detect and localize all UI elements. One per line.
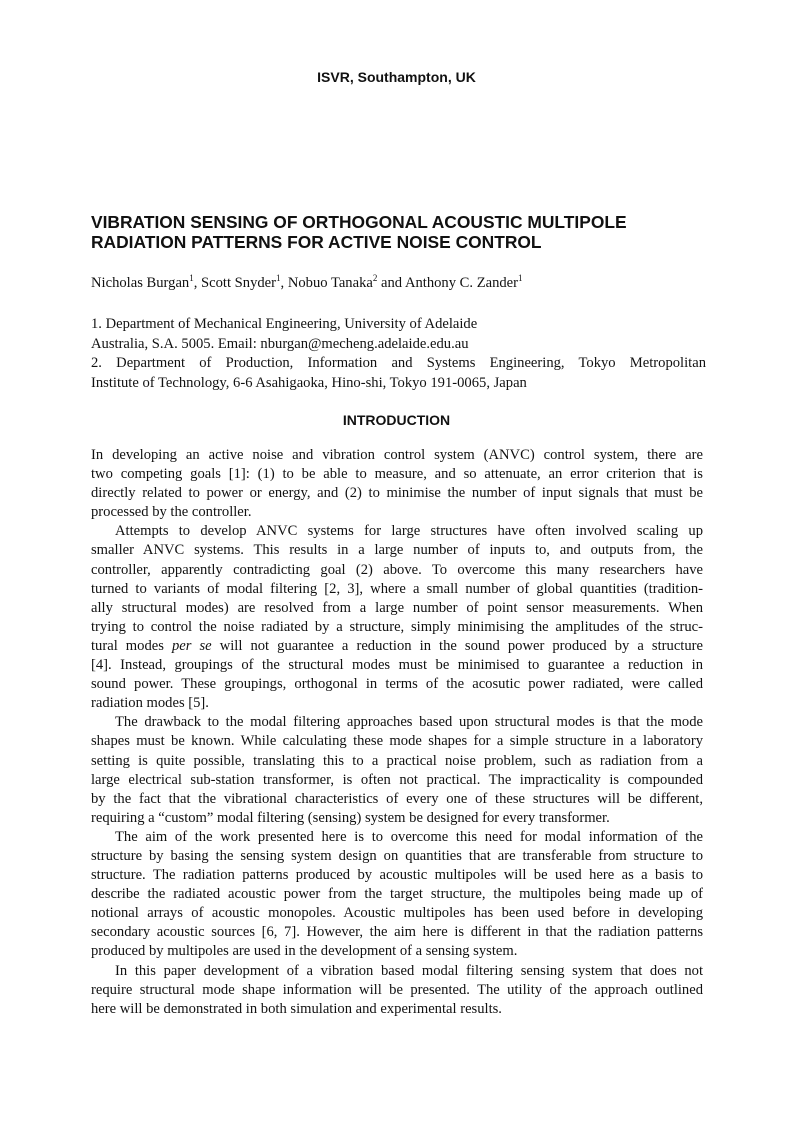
author-name: Nicholas Burgan: [91, 275, 190, 291]
body-line: two competing goals [1]: (1) to be able to measure, and so attenuate, an error criterion that is: [91, 466, 703, 483]
body-line: [4]. Instead, groupings of the structural modes must be minimised to guarantee a reduction in: [91, 657, 703, 674]
body-line: In developing an active noise and vibration control system (ANVC) control system, there are: [91, 447, 703, 463]
body-line: secondary acoustic sources [6, 7]. However, the aim here is different in that the radiation patterns: [91, 924, 703, 941]
body-line: The drawback to the modal filtering approaches based upon structural modes is that the mode: [115, 714, 703, 731]
affiliation-line: Institute of Technology, 6-6 Asahigaoka, Hino-shi, Tokyo 191-0065, Japan: [91, 374, 527, 391]
affiliation-line: Australia, S.A. 5005. Email: nburgan@mecheng.adelaide.edu.au: [91, 335, 469, 352]
author-separator: ,: [280, 275, 288, 291]
body-line: notional arrays of acoustic monopoles. Acoustic multipoles has been used before in developing: [91, 905, 703, 922]
body-line: processed by the controller.: [91, 504, 252, 521]
author-list: [91, 273, 706, 293]
affiliations: [91, 315, 706, 393]
body-line: ally structural modes) are resolved from a large number of point sensor measurements. When: [91, 599, 703, 616]
author-name: Anthony C. Zander: [404, 275, 519, 291]
author-separator: ,: [193, 275, 202, 291]
section-heading: INTRODUCTION: [342, 412, 451, 428]
conference-header: ISVR, Southampton, UK: [317, 69, 476, 85]
author-name: Nobuo Tanaka: [287, 275, 373, 291]
title-line: RADIATION PATTERNS FOR ACTIVE NOISE CONTROL: [91, 232, 542, 252]
body-line: by the fact that the vibrational characteristics of every one of these structures will be different,: [91, 790, 703, 807]
italic-phrase: per se: [171, 637, 212, 654]
author-name: Scott Snyder: [201, 275, 277, 291]
body-line: produced by multipoles are used in the development of a sensing system.: [91, 943, 518, 960]
title-line: VIBRATION SENSING OF ORTHOGONAL ACOUSTIC MULTIPOLE: [91, 212, 627, 232]
body-line: trying to control the noise radiated by a structure, simply minimising the amplitudes of the struc-: [91, 618, 703, 635]
body-line: large electrical sub-station transformer, is often not practical. The impracticality is compounded: [91, 771, 703, 788]
affiliation-line: 1. Department of Mechanical Engineering, University of Adelaide: [91, 316, 478, 332]
body-line: structure by basing the sensing system design on quantities that are transferable from structure to: [91, 847, 703, 864]
author-affiliation-mark: 1: [518, 273, 523, 283]
body-line: setting is quite possible, translating this to a practical noise problem, such as radiation from a: [91, 752, 703, 769]
body-line: describe the radiated acoustic power from the target structure, the multipoles being made up of: [91, 886, 703, 903]
introduction-body: [91, 446, 703, 1019]
body-line: sound power. These groupings, orthogonal in terms of the acosutic power radiated, were called: [91, 676, 703, 693]
body-line: In this paper development of a vibration based modal filtering sensing system that does not: [115, 962, 703, 979]
paper-title: [91, 212, 706, 252]
affiliation-line: 2. Department of Production, Information and Systems Engineering, Tokyo Metropolitan: [91, 355, 706, 371]
body-line: The aim of the work presented here is to overcome this need for modal information of the: [115, 828, 703, 845]
body-line: controller, apparently contradicting goal (2) above. To overcome this many researchers have: [91, 561, 703, 578]
author-affiliation-mark: 2: [372, 273, 378, 283]
body-line: Attempts to develop ANVC systems for large structures have often involved scaling up: [115, 523, 703, 540]
body-line: turned to variants of modal filtering [2, 3], where a small number of global quantities (tradition-: [91, 580, 703, 597]
body-line: shapes must be known. While calculating these mode shapes for a simple structure in a laboratory: [91, 733, 703, 750]
body-line: require structural mode shape information will be presented. The utility of the approach outlined: [91, 981, 703, 998]
body-line: radiation modes [5].: [91, 695, 209, 712]
author-affiliation-mark: 1: [276, 273, 281, 283]
body-line: here will be demonstrated in both simulation and experimental results.: [91, 1000, 502, 1017]
body-line: tural modes per se will not guarantee a reduction in the sound power produced by a structure: [91, 637, 703, 654]
author-affiliation-mark: 1: [189, 273, 194, 283]
body-line: directly related to power or energy, and (2) to minimise the number of input signals that must be: [91, 485, 703, 502]
body-line: smaller ANVC systems. This results in a large number of inputs to, and outputs from, the: [91, 542, 703, 559]
author-separator: and: [377, 275, 405, 291]
body-line: structure. The radiation patterns produced by acoustic multipoles will be used here as a basis to: [91, 867, 703, 884]
body-line: requiring a “custom” modal filtering (sensing) system be designed for every transformer.: [91, 809, 610, 826]
